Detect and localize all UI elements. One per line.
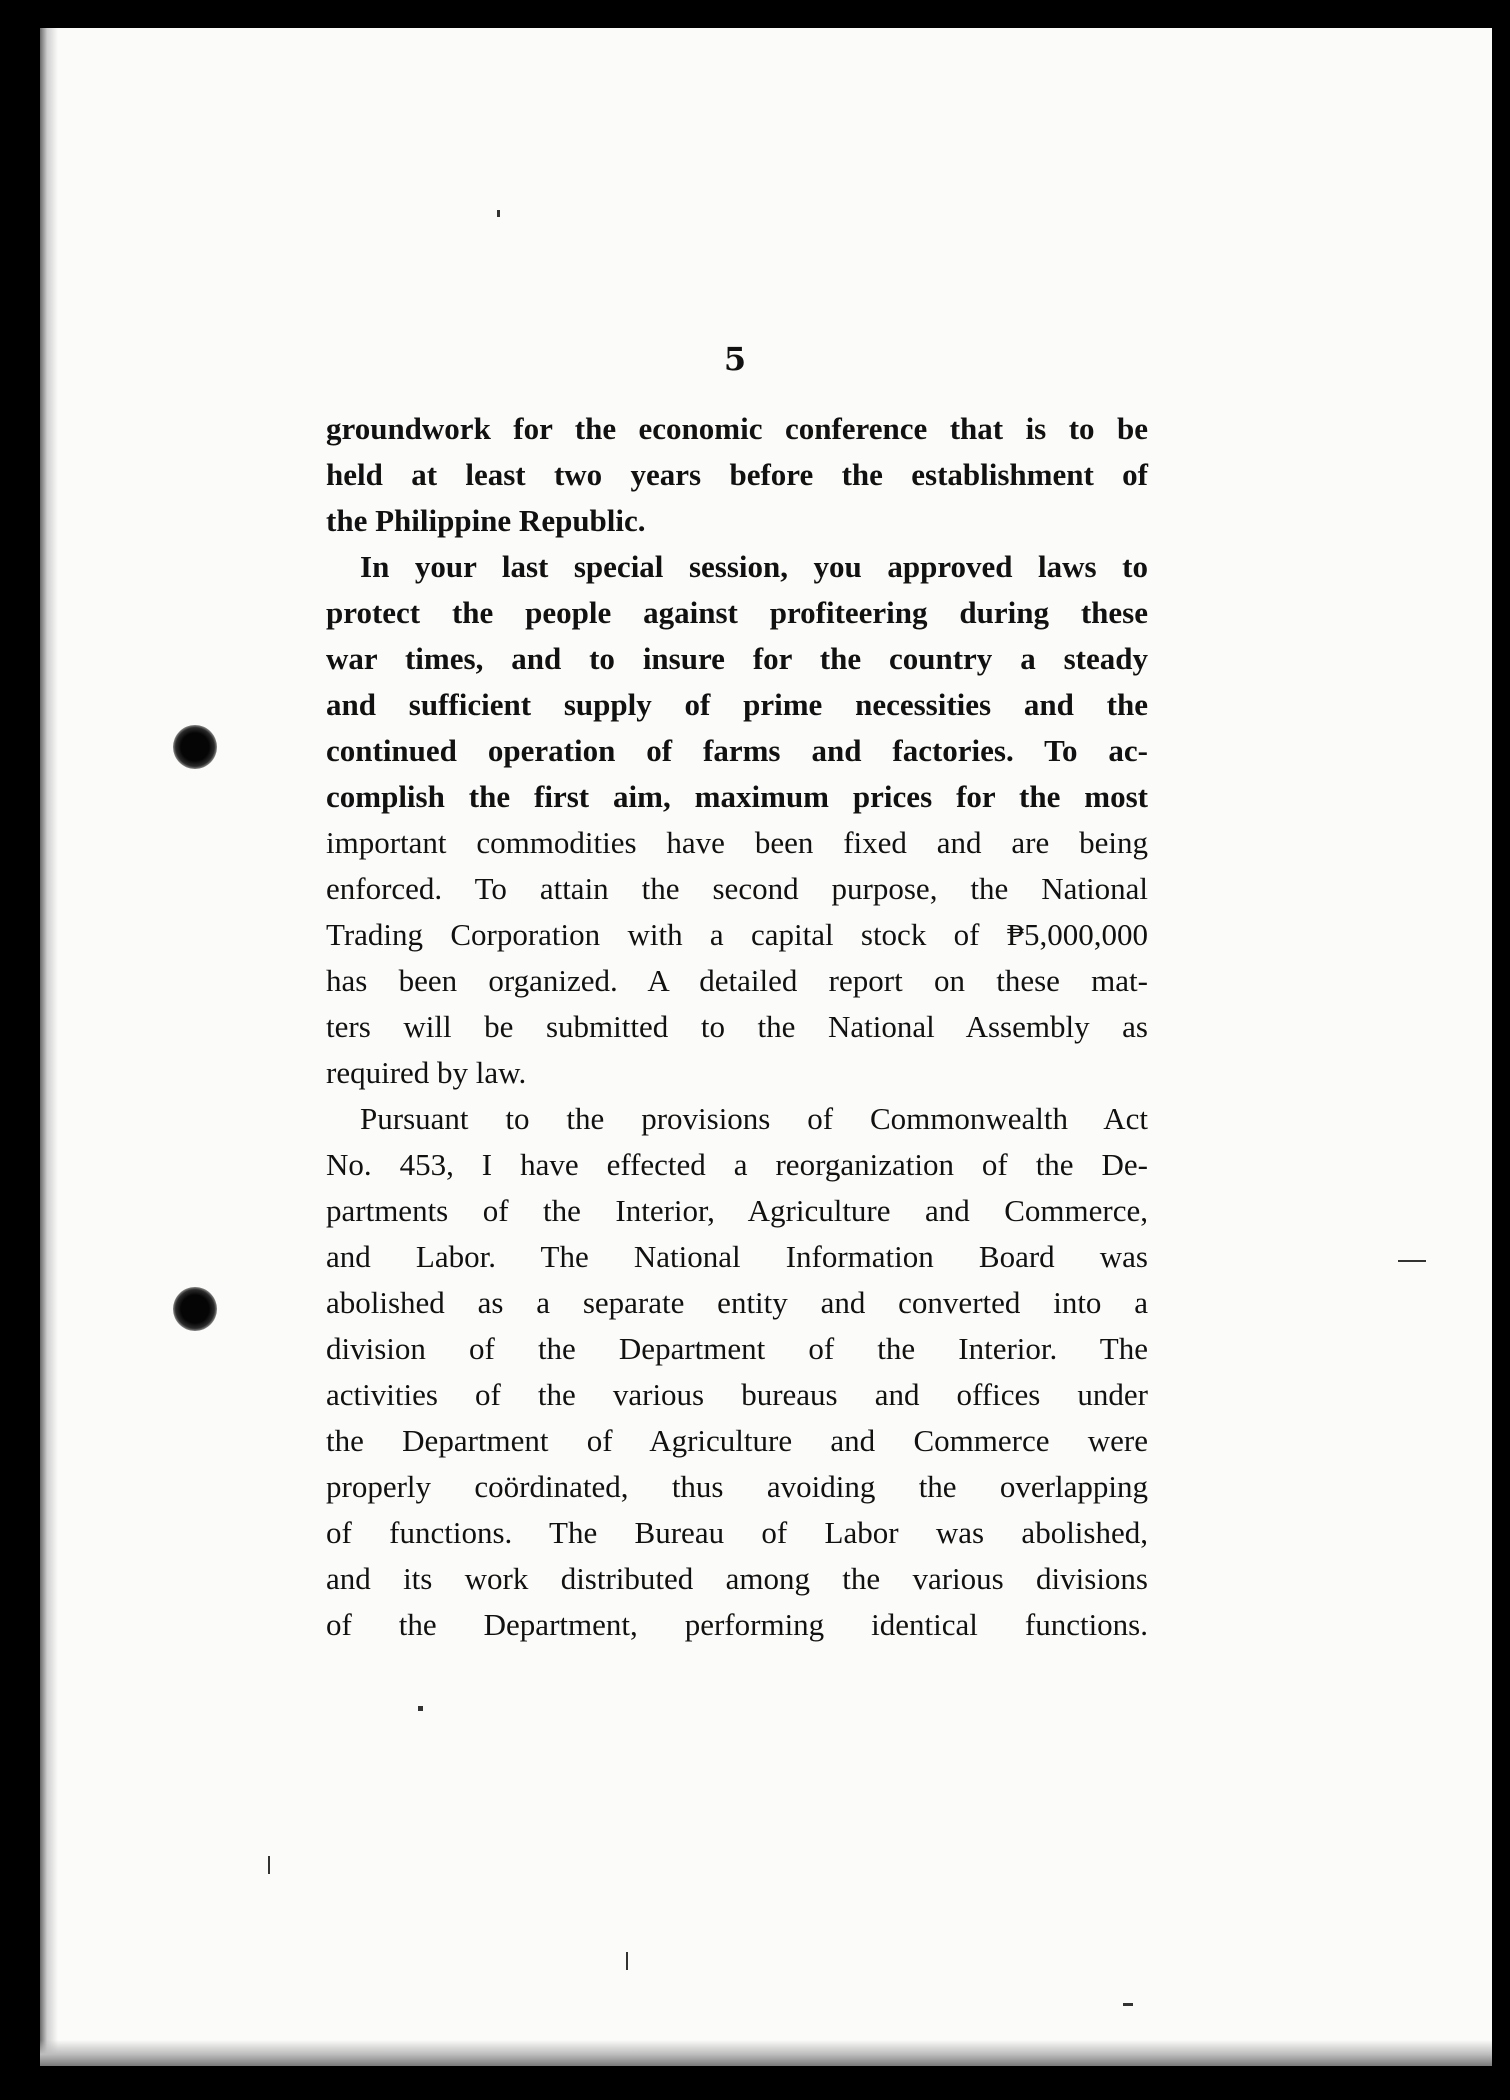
- text-line: enforced. To attain the second purpose, the National: [326, 871, 1148, 906]
- scan-speck: [1123, 2003, 1133, 2006]
- paragraph-continuation: [326, 406, 1148, 544]
- text-line: partments of the Interior, Agriculture and Commerce,: [326, 1193, 1148, 1228]
- page-number: 5: [723, 340, 747, 378]
- text-line: In your last special session, you approved laws to: [360, 549, 1148, 584]
- scan-speck: [268, 1856, 270, 1874]
- text-line: required by law.: [326, 1055, 527, 1090]
- text-line: abolished as a separate entity and converted into a: [326, 1285, 1148, 1320]
- text-line: activities of the various bureaus and offices under: [326, 1377, 1148, 1412]
- page-left-edge-shadow: [40, 28, 58, 2066]
- text-line: Trading Corporation with a capital stock of ₱5,000,000: [326, 917, 1148, 952]
- text-line: held at least two years before the establishment of: [326, 457, 1148, 492]
- paragraph-reorganization: [326, 1096, 1148, 1648]
- text-line: and its work distributed among the various divisions: [326, 1561, 1148, 1596]
- binding-hole-top: [173, 725, 217, 769]
- text-line: important commodities have been fixed and are being: [326, 825, 1148, 860]
- text-line: war times, and to insure for the country a steady: [326, 641, 1148, 676]
- text-line: of the Department, performing identical functions.: [326, 1607, 1148, 1642]
- text-line: has been organized. A detailed report on these mat-: [326, 963, 1148, 998]
- scan-speck: [1398, 1260, 1426, 1262]
- text-line: Pursuant to the provisions of Commonwealth Act: [360, 1101, 1148, 1136]
- scan-speck: [626, 1952, 628, 1970]
- text-line: No. 453, I have effected a reorganization of the De-: [326, 1147, 1148, 1182]
- binding-hole-bottom: [173, 1287, 217, 1331]
- scan-speck: [418, 1706, 423, 1711]
- text-line: the Department of Agriculture and Commerce were: [326, 1423, 1148, 1458]
- text-line: properly coördinated, thus avoiding the overlapping: [326, 1469, 1148, 1504]
- text-line: continued operation of farms and factories. To ac-: [326, 733, 1148, 768]
- scan-speck: [497, 210, 500, 217]
- text-line: the Philippine Republic.: [326, 503, 646, 538]
- page-bottom-edge-shadow: [40, 2040, 1492, 2066]
- body-text: [326, 406, 1148, 1648]
- text-line: ters will be submitted to the National Assembly as: [326, 1009, 1148, 1044]
- text-line: groundwork for the economic conference that is to be: [326, 411, 1148, 446]
- text-line: division of the Department of the Interior. The: [326, 1331, 1148, 1366]
- text-line: protect the people against profiteering during these: [326, 595, 1148, 630]
- text-line: and Labor. The National Information Board was: [326, 1239, 1148, 1274]
- text-line: and sufficient supply of prime necessities and the: [326, 687, 1148, 722]
- text-line: of functions. The Bureau of Labor was abolished,: [326, 1515, 1148, 1550]
- paragraph-special-session: [326, 544, 1148, 1096]
- text-line: complish the first aim, maximum prices for the most: [326, 779, 1148, 814]
